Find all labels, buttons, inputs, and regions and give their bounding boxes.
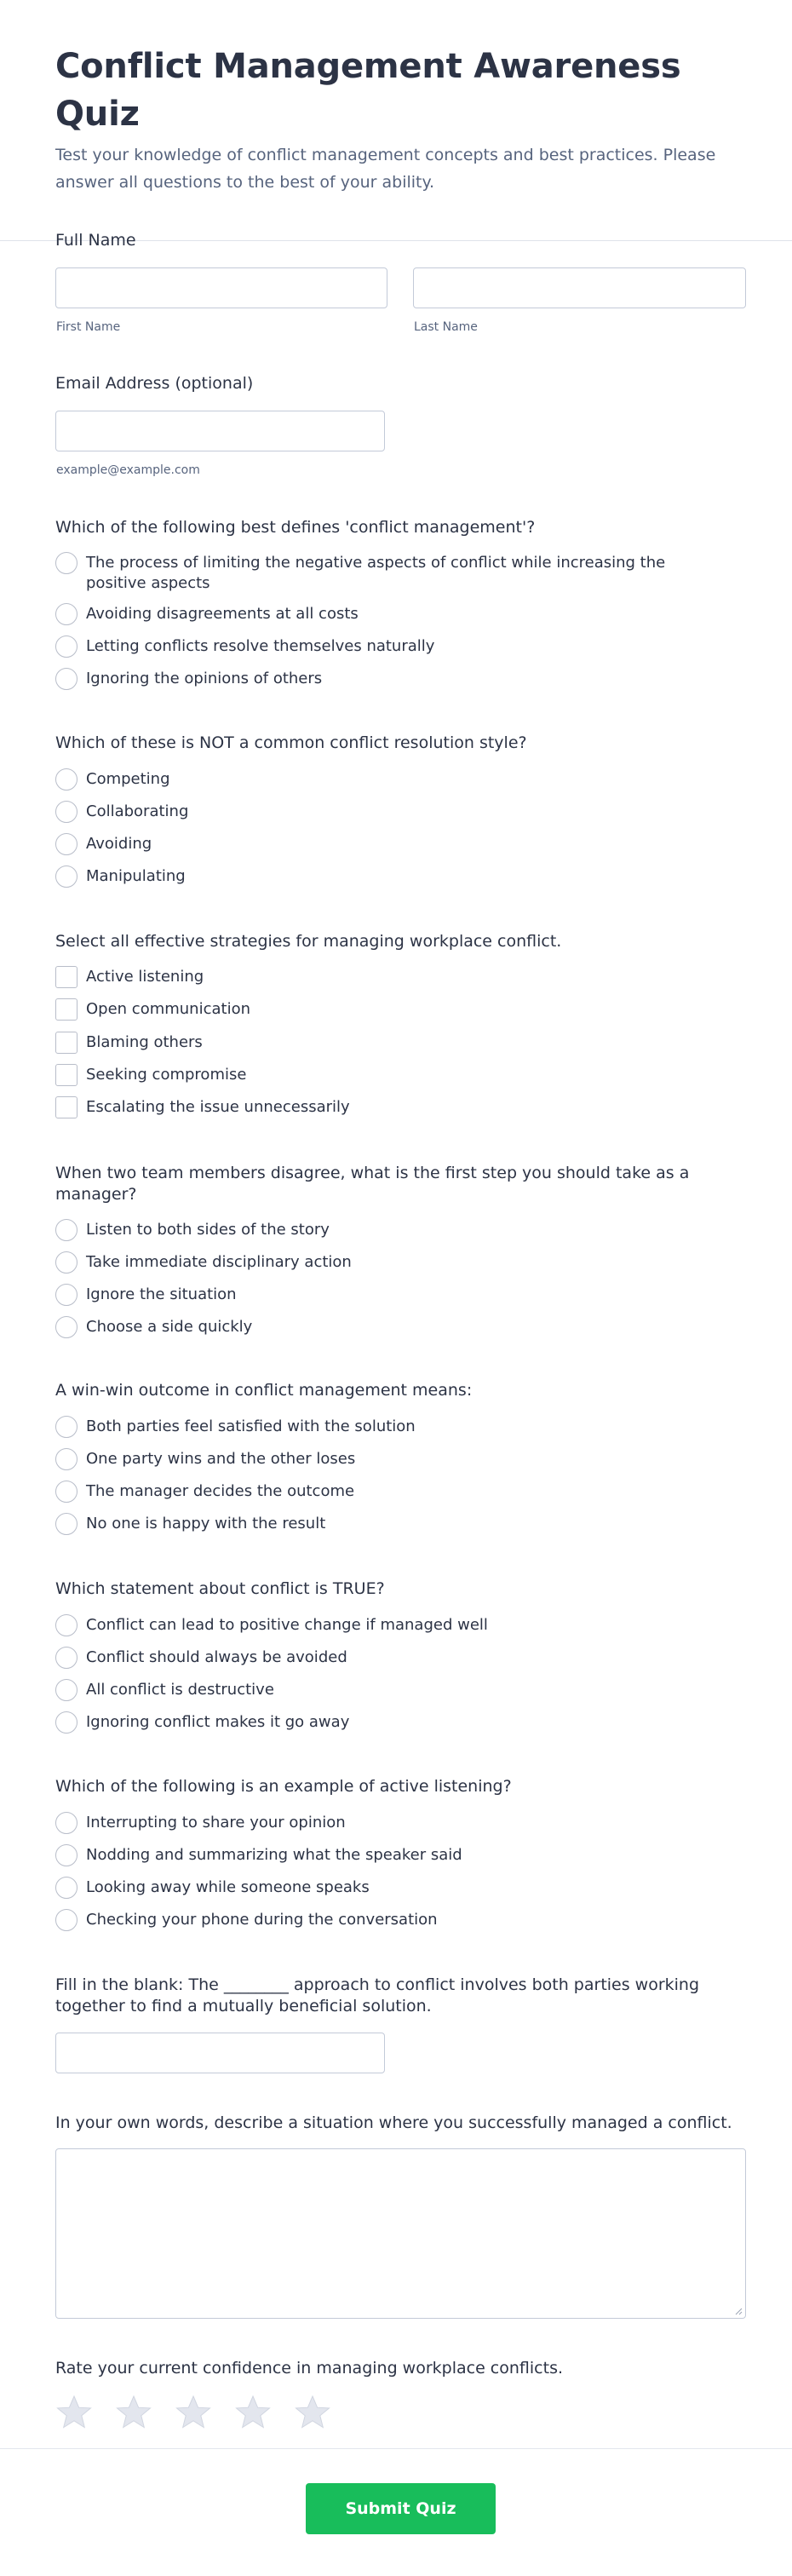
radio-button[interactable] <box>55 1679 77 1701</box>
star-icon[interactable] <box>294 2394 331 2431</box>
option-label: Conflict can lead to positive change if managed well <box>86 1616 488 1634</box>
q4-option-2[interactable] <box>55 1251 352 1274</box>
star-icon[interactable] <box>55 2394 93 2431</box>
radio-button[interactable] <box>55 1481 77 1503</box>
form-footer <box>0 2448 792 2576</box>
option-label: Ignoring the opinions of others <box>86 670 323 687</box>
question-8 <box>55 1975 746 2077</box>
radio-button[interactable] <box>55 1812 77 1834</box>
q1-option-3[interactable] <box>55 635 434 658</box>
q7-option-4[interactable] <box>55 1909 438 1931</box>
q2-option-3[interactable] <box>55 833 152 855</box>
option-label: Seeking compromise <box>86 1066 247 1084</box>
q3-option-2[interactable] <box>55 998 250 1021</box>
option-label: Escalating the issue unnecessarily <box>86 1098 350 1116</box>
option-label: Ignoring conflict makes it go away <box>86 1713 350 1731</box>
question-1-title: Which of the following best defines 'conflict management'? <box>55 518 536 537</box>
option-label: Nodding and summarizing what the speaker said <box>86 1846 462 1864</box>
option-label: One party wins and the other loses <box>86 1450 356 1468</box>
star-icon[interactable] <box>115 2394 152 2431</box>
radio-button[interactable] <box>55 801 77 823</box>
question-1 <box>55 517 746 696</box>
q2-option-4[interactable] <box>55 865 186 888</box>
q5-option-3[interactable] <box>55 1481 354 1503</box>
question-2-title: Which of these is NOT a common conflict resolution style? <box>55 733 527 752</box>
full-name-label: Full Name <box>55 231 136 250</box>
question-7 <box>55 1776 746 1929</box>
checkbox[interactable] <box>55 1096 77 1118</box>
q1-option-1[interactable] <box>55 552 720 594</box>
q5-option-4[interactable] <box>55 1513 325 1535</box>
option-label: Both parties feel satisfied with the solution <box>86 1417 416 1435</box>
checkbox[interactable] <box>55 1032 77 1054</box>
radio-button[interactable] <box>55 1416 77 1438</box>
option-label: The manager decides the outcome <box>86 1482 355 1500</box>
q7-option-1[interactable] <box>55 1812 346 1834</box>
email-sublabel: example@example.com <box>56 463 200 477</box>
radio-button[interactable] <box>55 1284 77 1306</box>
star-icon[interactable] <box>234 2394 272 2431</box>
question-3-title: Select all effective strategies for managing workplace conflict. <box>55 932 562 951</box>
radio-button[interactable] <box>55 603 77 625</box>
email-field <box>55 373 746 484</box>
q6-option-1[interactable] <box>55 1614 488 1636</box>
option-label: Collaborating <box>86 802 189 820</box>
full-name-field <box>55 230 746 341</box>
q5-option-2[interactable] <box>55 1448 355 1470</box>
q7-option-3[interactable] <box>55 1877 370 1899</box>
email-input[interactable] <box>55 411 385 451</box>
question-9-title: In your own words, describe a situation where you successfully managed a conflict. <box>55 2113 732 2132</box>
q4-option-4[interactable] <box>55 1316 252 1338</box>
question-3 <box>55 931 746 1118</box>
q6-option-3[interactable] <box>55 1679 274 1701</box>
radio-button[interactable] <box>55 865 77 888</box>
radio-button[interactable] <box>55 1448 77 1470</box>
q3-option-4[interactable] <box>55 1064 246 1086</box>
first-name-input[interactable] <box>55 267 387 308</box>
last-name-sublabel: Last Name <box>414 320 478 334</box>
option-label: Blaming others <box>86 1033 203 1051</box>
q4-option-3[interactable] <box>55 1284 237 1306</box>
option-label: Listen to both sides of the story <box>86 1221 330 1239</box>
form-title: Conflict Management Awareness Quiz <box>55 47 681 134</box>
q1-option-2[interactable] <box>55 603 359 625</box>
question-5-title: A win-win outcome in conflict management means: <box>55 1381 473 1400</box>
form-description: Test your knowledge of conflict management concepts and best practices. Please answer all questions to the best of your ability. <box>55 146 716 192</box>
fill-blank-input[interactable] <box>55 2033 385 2073</box>
option-label: All conflict is destructive <box>86 1681 274 1699</box>
question-5 <box>55 1380 746 1533</box>
option-label: Take immediate disciplinary action <box>86 1253 352 1271</box>
question-10 <box>55 2358 746 2435</box>
q7-option-2[interactable] <box>55 1844 462 1866</box>
form-header <box>0 0 792 241</box>
question-9 <box>55 2113 746 2326</box>
option-label: Open communication <box>86 1000 250 1018</box>
question-2 <box>55 733 746 886</box>
question-10-title: Rate your current confidence in managing workplace conflicts. <box>55 2359 564 2378</box>
radio-button[interactable] <box>55 1316 77 1338</box>
q1-option-4[interactable] <box>55 668 322 690</box>
checkbox[interactable] <box>55 966 77 988</box>
radio-button[interactable] <box>55 1513 77 1535</box>
question-4-title: When two team members disagree, what is the first step you should take as a manager? <box>55 1164 690 1204</box>
q5-option-1[interactable] <box>55 1416 416 1438</box>
option-label: Active listening <box>86 968 204 986</box>
q6-option-2[interactable] <box>55 1647 347 1669</box>
radio-button[interactable] <box>55 1877 77 1899</box>
option-label: Avoiding <box>86 835 152 853</box>
submit-button[interactable]: Submit Quiz <box>306 2483 496 2534</box>
option-label: Letting conflicts resolve themselves naturally <box>86 637 435 655</box>
radio-button[interactable] <box>55 768 77 791</box>
option-label: The process of limiting the negative aspects of conflict while increasing the positive aspects <box>86 554 666 592</box>
option-label: No one is happy with the result <box>86 1515 326 1532</box>
q2-option-2[interactable] <box>55 801 188 823</box>
radio-button[interactable] <box>55 552 77 574</box>
option-label: Conflict should always be avoided <box>86 1648 347 1666</box>
radio-button[interactable] <box>55 1711 77 1734</box>
question-7-title: Which of the following is an example of active listening? <box>55 1777 512 1796</box>
question-6-title: Which statement about conflict is TRUE? <box>55 1579 385 1598</box>
radio-button[interactable] <box>55 833 77 855</box>
radio-button[interactable] <box>55 635 77 658</box>
q3-option-1[interactable] <box>55 966 204 988</box>
radio-button[interactable] <box>55 1647 77 1669</box>
q6-option-4[interactable] <box>55 1711 349 1734</box>
radio-button[interactable] <box>55 1614 77 1636</box>
q3-option-3[interactable] <box>55 1032 203 1054</box>
first-name-sublabel: First Name <box>56 320 121 334</box>
q3-option-5[interactable] <box>55 1096 350 1118</box>
question-8-title: Fill in the blank: The ________ approach to conflict involves both parties working together to find a mutually beneficial solution. <box>55 1975 700 2015</box>
radio-button[interactable] <box>55 1251 77 1274</box>
option-label: Manipulating <box>86 867 186 885</box>
option-label: Checking your phone during the conversation <box>86 1911 438 1929</box>
q4-option-1[interactable] <box>55 1219 330 1241</box>
option-label: Avoiding disagreements at all costs <box>86 605 359 623</box>
star-icon[interactable] <box>175 2394 212 2431</box>
radio-button[interactable] <box>55 668 77 690</box>
radio-button[interactable] <box>55 1844 77 1866</box>
checkbox[interactable] <box>55 998 77 1021</box>
option-label: Choose a side quickly <box>86 1318 253 1336</box>
resize-handle-icon[interactable] <box>734 2307 743 2315</box>
star-rating <box>55 2394 353 2431</box>
description-textarea[interactable] <box>55 2148 746 2319</box>
last-name-input[interactable] <box>413 267 746 308</box>
option-label: Competing <box>86 770 170 788</box>
option-label: Interrupting to share your opinion <box>86 1814 346 1831</box>
radio-button[interactable] <box>55 1909 77 1931</box>
question-6 <box>55 1578 746 1732</box>
option-label: Ignore the situation <box>86 1285 237 1303</box>
q2-option-1[interactable] <box>55 768 170 791</box>
option-label: Looking away while someone speaks <box>86 1878 370 1896</box>
checkbox[interactable] <box>55 1064 77 1086</box>
question-4 <box>55 1163 746 1342</box>
email-label: Email Address (optional) <box>55 374 254 393</box>
radio-button[interactable] <box>55 1219 77 1241</box>
